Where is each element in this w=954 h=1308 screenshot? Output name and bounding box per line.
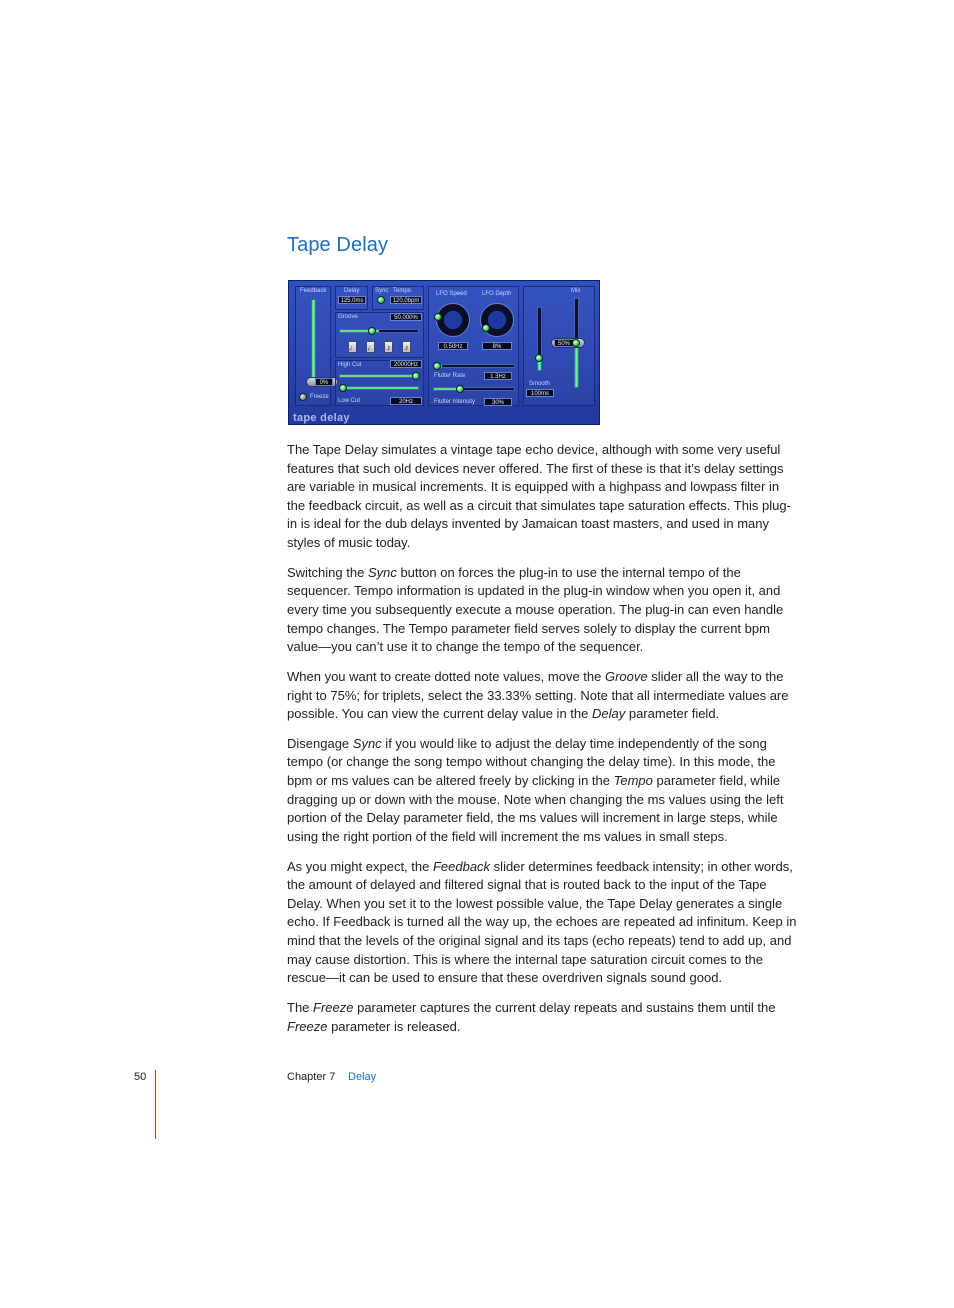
tape-delay-plugin-window bbox=[288, 280, 600, 425]
paragraph: Switching the Sync button on forces the plug-in to use the internal tempo of the sequencer. Tempo information is updated in the plug-in window when you open it, and every time you subsequently execute a mouse operation. The plug-in can even handle tempo changes. The Tempo parameter field serves solely to display the current bpm value—you can’t use it to change the tempo of the sequencer. bbox=[287, 564, 784, 655]
paragraph: The Tape Delay simulates a vintage tape echo device, although with some very useful features that such old devices never offered. The first of these is that it’s delay settings are variable in musical increments. It is equipped with a highpass and lowpass filter in the feedback circuit, as well as a circuit that simulates tape saturation effects. This plug-in is ideal for the dub delays invented by Jamaican toast masters, and used in many styles of music today. bbox=[287, 442, 791, 550]
flutter-intensity-value: 30% bbox=[484, 398, 512, 406]
tempo-value-field[interactable]: 120.0bpm bbox=[390, 296, 422, 304]
groove-slider[interactable] bbox=[339, 329, 419, 333]
plugin-title: tape delay bbox=[293, 412, 350, 424]
note-sixteenth-button[interactable]: ♪ bbox=[384, 341, 393, 353]
tempo-label: Tempo bbox=[393, 288, 412, 294]
note-quarter-button[interactable]: ♩ bbox=[349, 343, 357, 352]
freeze-button[interactable] bbox=[299, 393, 307, 401]
smooth-label: Smooth bbox=[529, 381, 550, 387]
feedback-value: 0% bbox=[315, 378, 333, 386]
delay-label: Delay bbox=[344, 288, 360, 294]
chapter-name-link[interactable]: Delay bbox=[348, 1071, 377, 1083]
delay-value-field[interactable]: 125.0ms bbox=[338, 296, 366, 304]
feedback-slider-fill bbox=[312, 300, 315, 382]
freeze-label: Freeze bbox=[310, 394, 329, 400]
section-title: Tape Delay bbox=[287, 234, 389, 256]
mix-slider-knob[interactable] bbox=[572, 339, 580, 347]
flutter-intensity-slider[interactable] bbox=[433, 387, 515, 391]
flutter-rate-slider-handle[interactable] bbox=[433, 362, 441, 370]
groove-slider-handle[interactable] bbox=[368, 327, 376, 335]
high-cut-slider-handle[interactable] bbox=[412, 372, 420, 380]
feedback-slider-handle[interactable] bbox=[306, 377, 338, 387]
low-cut-slider-fill bbox=[340, 387, 418, 389]
mix-value: 50% bbox=[554, 339, 574, 347]
emphasis: Sync bbox=[367, 564, 397, 580]
emphasis: Sync bbox=[352, 735, 382, 751]
paragraph: When you want to create dotted note values, move the Groove slider all the way to the right to 75%; for triplets, select the 33.33% setting. Note that all intermediate values are possible. You can view the current delay value in the Delay parameter field. bbox=[287, 668, 789, 722]
emphasis: Tempo bbox=[613, 773, 653, 789]
note-eighth-button[interactable]: ♩ bbox=[367, 343, 375, 352]
groove-label: Groove bbox=[338, 314, 358, 320]
mix-slider-fill bbox=[575, 343, 578, 387]
flutter-rate-label: Flutter Rate bbox=[434, 373, 466, 379]
lfo-depth-label: LFO Depth bbox=[482, 291, 512, 297]
flutter-intensity-slider-handle[interactable] bbox=[456, 385, 464, 393]
lfo-speed-knob[interactable] bbox=[436, 303, 470, 337]
emphasis: Delay bbox=[591, 706, 626, 722]
body-text bbox=[287, 441, 797, 1047]
lfo-depth-knob-indicator[interactable] bbox=[482, 324, 490, 332]
flutter-rate-value: 1.3Hz bbox=[484, 372, 512, 380]
smooth-value: 100ms bbox=[526, 389, 554, 397]
lfo-speed-knob-indicator[interactable] bbox=[434, 313, 442, 321]
paragraph: The Freeze parameter captures the current delay repeats and sustains them until the Freeze parameter is released. bbox=[287, 999, 776, 1034]
high-cut-value: 20000Hz bbox=[390, 360, 422, 368]
feedback-slider[interactable] bbox=[311, 299, 316, 383]
sync-label: Sync bbox=[375, 288, 389, 294]
emphasis: Freeze bbox=[313, 999, 354, 1015]
paragraph: Disengage Sync if you would like to adjust the delay time independently of the song tempo (or change the song tempo without changing the delay time). In this mode, the bpm or ms values can be altered freely by clicking in the Tempo parameter field, while dragging up or down with the mouse. Note when changing the ms values using the left portion of the Delay parameter field, the ms values will increment in large steps, while using the right portion of the field will increment the ms values in small steps. bbox=[287, 735, 784, 844]
high-cut-slider-fill bbox=[340, 375, 418, 377]
emphasis: Freeze bbox=[287, 1018, 328, 1034]
feedback-label: Feedback bbox=[300, 288, 327, 294]
footer-divider bbox=[155, 1070, 156, 1139]
lfo-speed-value: 0.50Hz bbox=[438, 342, 468, 350]
lfo-depth-value: 8% bbox=[482, 342, 512, 350]
high-cut-label: High Cut bbox=[338, 362, 362, 368]
low-cut-label: Low Cut bbox=[338, 398, 361, 404]
groove-value: 50.000% bbox=[390, 313, 422, 321]
flutter-intensity-slider-fill bbox=[434, 388, 458, 390]
chapter-label: Chapter 7 bbox=[287, 1071, 336, 1083]
low-cut-value: 20Hz bbox=[390, 397, 422, 405]
high-cut-slider[interactable] bbox=[339, 374, 419, 378]
low-cut-slider-handle[interactable] bbox=[339, 384, 347, 392]
flutter-rate-slider[interactable] bbox=[433, 364, 515, 368]
emphasis: Groove bbox=[604, 668, 648, 684]
low-cut-slider[interactable] bbox=[339, 386, 419, 390]
sync-button[interactable] bbox=[377, 296, 385, 304]
smooth-slider-handle[interactable] bbox=[535, 354, 543, 362]
mix-label: Mix bbox=[571, 288, 581, 294]
note-thirtysecond-button[interactable]: ♪ bbox=[402, 341, 411, 353]
page-number: 50 bbox=[134, 1071, 147, 1083]
paragraph: As you might expect, the Feedback slider determines feedback intensity; in other words, the amount of delayed and filtered signal that is routed back to the input of the Tape Delay. When you set it to the lowest possible value, the Tape Delay generates a single echo. If Feedback is turned all the way up, the echoes are repeated ad infinitum. Keep in mind that the levels of the original signal and its taps (echo repeats) tend to add up, and may cause distortion. This is where the internal tape saturation circuit comes to the rescue—it can be used to ensure that these overdriven signals sound good. bbox=[287, 858, 797, 986]
lfo-speed-label: LFO Speed bbox=[436, 291, 467, 297]
emphasis: Feedback bbox=[432, 858, 491, 874]
flutter-intensity-label: Flutter Intensity bbox=[434, 399, 476, 405]
